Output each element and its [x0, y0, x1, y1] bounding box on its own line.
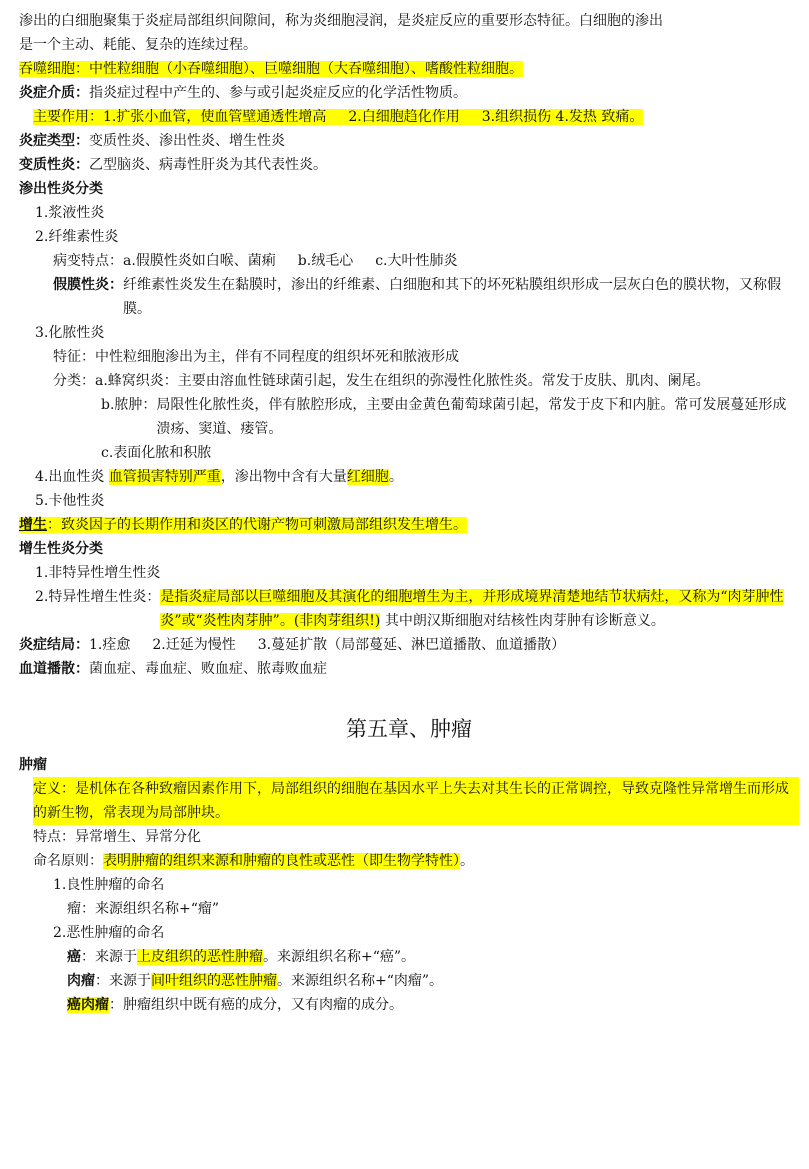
section-heading: 增生性炎分类: [19, 541, 103, 557]
main-effect-line: [19, 105, 799, 129]
phagocyte-line: [19, 57, 799, 81]
term-text: 。来源组织名称+“癌”。: [263, 949, 416, 965]
specific-line: [19, 585, 799, 633]
highlight: 间叶组织的恶性肿瘤: [151, 973, 277, 989]
lesion-item: a.假膜性炎如白喉、菌痢: [123, 253, 276, 269]
section-heading: 渗出性炎分类: [19, 181, 103, 197]
term-label: 癌肉瘤: [67, 997, 109, 1013]
outcome-item: 3.蔓延扩散（局部蔓延、淋巴道播散、血道播散）: [257, 637, 566, 653]
term-label: 炎症结局：: [19, 637, 89, 653]
feature-line: 特点：异常增生、异常分化: [33, 829, 201, 845]
list-item: 1.浆液性炎: [35, 205, 105, 221]
list-item: c.表面化脓和积脓: [101, 445, 212, 461]
term-label: 特征：: [53, 349, 95, 365]
paragraph-line: 是一个主动、耗能、复杂的连续过程。: [19, 37, 257, 53]
effect-item: 3.组织损伤: [481, 109, 552, 125]
term-text: ：来源于: [81, 949, 137, 965]
alterative-line: [19, 153, 799, 177]
highlight: [33, 777, 799, 825]
term-label: 4.出血性炎: [35, 469, 105, 485]
term-label: 假膜性炎：: [53, 277, 123, 293]
outcome-item: 1.痊愈: [89, 637, 131, 653]
effect-item: 1.扩张小血管，使血管壁通透性增高: [103, 109, 327, 125]
lesion-line: [19, 249, 799, 273]
highlight: 吞噬细胞：中性粒细胞（小吞噬细胞）、巨噬细胞（大吞噬细胞）、嗜酸性粒细胞。: [19, 61, 523, 77]
effect-item: 2.白细胞趋化作用: [348, 109, 460, 125]
highlight: [19, 517, 467, 533]
term-text: 是机体在各种致瘤因素作用下，局部组织的细胞在基因水平上失去对其生长的正常调控，导致克隆性异常增生而形成的新生物，常表现为局部肿块。: [33, 781, 789, 821]
term-label: 命名原则：: [33, 853, 103, 869]
term-text: 变质性炎、渗出性炎、增生性炎: [89, 133, 285, 149]
carcinosarcoma-line: [19, 993, 799, 1017]
document-page: [19, 9, 799, 1017]
term-text: 局限性化脓性炎，伴有脓腔形成，主要由金黄色葡萄球菌引起，常发于皮下和内脏。常可发展蔓延形成溃疡、窦道、瘘管。: [156, 397, 787, 437]
paragraph-line: 渗出的白细胞聚集于炎症局部组织间隙间，称为炎细胞浸润，是炎症反应的重要形态特征。白细胞的渗出: [19, 13, 663, 29]
term-label: 变质性炎：: [19, 157, 89, 173]
benign-rule-line: 瘤：来源组织名称+“瘤”: [67, 901, 220, 917]
chapter-title: 第五章、肿瘤: [346, 717, 472, 741]
list-item: 1.良性肿瘤的命名: [53, 877, 165, 893]
term-label: 分类：: [53, 373, 95, 389]
proliferation-line: [19, 513, 799, 537]
term-label: 病变特点：: [53, 253, 123, 269]
hemorrhagic-line: [19, 465, 799, 489]
term-label: a.蜂窝织炎：: [95, 373, 178, 389]
list-item: 2.恶性肿瘤的命名: [53, 925, 165, 941]
list-item: 1.非特异性增生性炎: [35, 565, 161, 581]
term-text: 。来源组织名称+“肉瘤”。: [277, 973, 444, 989]
term-label: 炎症介质：: [19, 85, 89, 101]
outcome-line: [19, 633, 799, 657]
term-label: 血道播散：: [19, 661, 89, 677]
mediator-line: [19, 81, 799, 105]
feature-line: [19, 345, 799, 369]
punctuation: 。: [460, 853, 474, 869]
sarcoma-line: [19, 969, 799, 993]
lesion-item: c.大叶性肺炎: [375, 253, 458, 269]
term-text: 乙型脑炎、病毒性肝炎为其代表性炎。: [89, 157, 327, 173]
punctuation: 。: [388, 469, 403, 485]
term-label: b.脓肿：: [101, 397, 157, 413]
lesion-item: b.绒毛心: [297, 253, 354, 269]
highlight: 血管损害特别严重: [108, 469, 221, 485]
list-item: 2.纤维素性炎: [35, 229, 119, 245]
term-label: 定义：: [33, 781, 75, 797]
highlight: 是指炎症局部以巨噬细胞及其演化的细胞增生为主，并形成境界清楚地结节状病灶，又称为“肉芽肿性炎”或“炎性肉芽肿”。(非肉芽组织!): [160, 589, 784, 629]
outcome-item: 2.迁延为慢性: [152, 637, 236, 653]
term-text: 其中朗汉斯细胞对结核性肉芽肿有诊断意义。: [380, 613, 665, 629]
term-text: 中性粒细胞渗出为主，伴有不同程度的组织坏死和脓液形成: [95, 349, 459, 365]
pseudomembrane-line: [19, 273, 799, 321]
term-label: 肉瘤: [67, 973, 95, 989]
types-line: [19, 129, 799, 153]
phlegmon-line: [19, 369, 799, 393]
highlight: 红细胞: [346, 469, 389, 485]
list-item: 5.卡他性炎: [35, 493, 105, 509]
carcinoma-line: [19, 945, 799, 969]
abscess-line: [19, 393, 799, 441]
term-label: 主要作用：: [33, 109, 103, 125]
term-text: 菌血症、毒血症、败血症、脓毒败血症: [89, 661, 327, 677]
term-text: 纤维素性炎发生在黏膜时，渗出的纤维素、白细胞和其下的坏死粘膜组织形成一层灰白色的膜状物，又称假膜。: [123, 277, 781, 317]
effect-item: 4.发热 致痛。: [555, 109, 644, 125]
section-heading: 肿瘤: [19, 757, 47, 773]
definition-line: [19, 777, 799, 825]
naming-line: [19, 849, 799, 873]
term-text: ：致炎因子的长期作用和炎区的代谢产物可刺激局部组织发生增生。: [47, 517, 467, 533]
term-text: 主要由溶血性链球菌引起，发生在组织的弥漫性化脓性炎。常发于皮肤、肌肉、阑尾。: [177, 373, 710, 389]
term-text: 指炎症过程中产生的、参与或引起炎症反应的化学活性物质。: [89, 85, 467, 101]
term-label: 癌: [67, 949, 81, 965]
blood-spread-line: [19, 657, 799, 681]
term-label: 增生: [19, 517, 47, 533]
term-label: 2.特异性增生性炎：: [35, 589, 161, 605]
highlight: 表明肿瘤的组织来源和肿瘤的良性或恶性（即生物学特性）: [103, 853, 460, 869]
list-item: 3.化脓性炎: [35, 325, 105, 341]
term-label: 炎症类型：: [19, 133, 89, 149]
highlight: [33, 109, 643, 125]
highlight: 上皮组织的恶性肿瘤: [137, 949, 263, 965]
term-text: ：来源于: [95, 973, 151, 989]
term-text: ，渗出物中含有大量: [220, 469, 347, 485]
term-text: ：肿瘤组织中既有癌的成分，又有肉瘤的成分。: [109, 997, 403, 1013]
